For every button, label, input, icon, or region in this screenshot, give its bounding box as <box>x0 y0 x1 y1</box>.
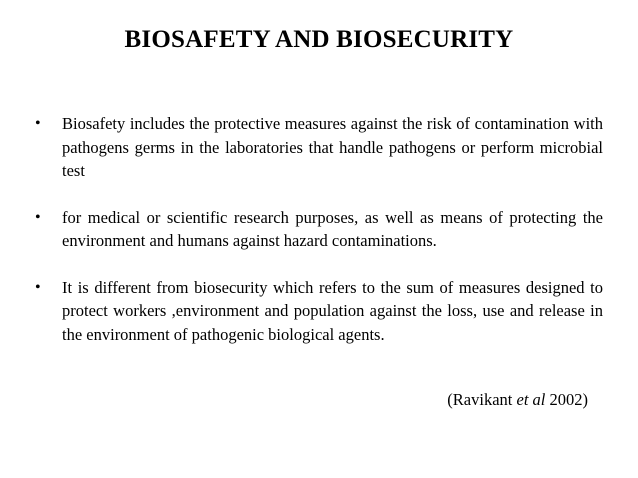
slide-title: BIOSAFETY AND BIOSECURITY <box>124 26 514 53</box>
bullet-marker: • <box>35 208 41 226</box>
bullet-text: Biosafety includes the protective measures against the risk of contamination with pathogens germs in the laboratories that handle pathogens or perform microbial test <box>62 114 603 180</box>
citation-et-al: et al <box>516 390 546 409</box>
citation <box>330 388 588 412</box>
bullet-text: for medical or scientific research purposes, as well as means of protecting the environment and humans against hazard contaminations. <box>62 207 603 250</box>
bullet-marker: • <box>35 278 41 296</box>
bullet-item <box>35 276 603 347</box>
bullet-marker: • <box>35 115 41 132</box>
citation-author: (Ravikant <box>447 390 517 409</box>
citation-year: 2002) <box>545 390 588 409</box>
bullet-item <box>35 112 603 183</box>
bullet-text: It is different from biosecurity which refers to the sum of measures designed to protect workers ,environment and population against the loss, use and release in the environment of pathogenic biological agents. <box>62 277 603 344</box>
bullet-list <box>35 112 603 369</box>
bullet-item <box>35 206 603 253</box>
